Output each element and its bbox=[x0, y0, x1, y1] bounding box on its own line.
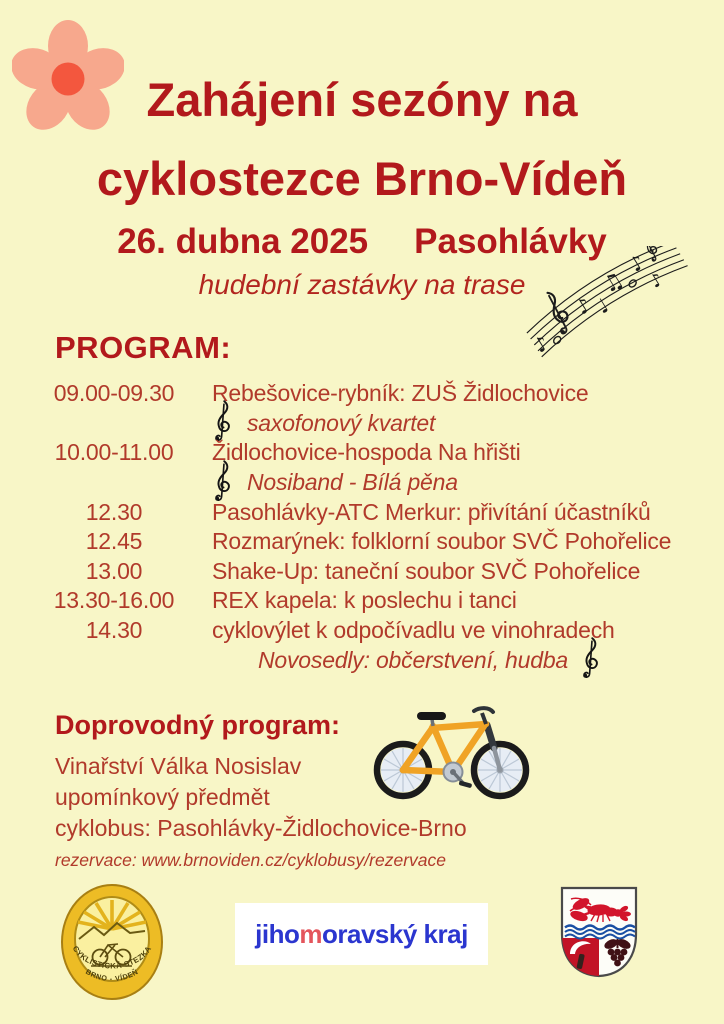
side-program-item: cyklobus: Pasohlávky-Židlochovice-Brno bbox=[55, 815, 467, 841]
schedule-row bbox=[46, 379, 696, 409]
svg-text:♫: ♫ bbox=[598, 267, 629, 299]
side-program-item: Vinařství Válka Nosislav bbox=[55, 753, 302, 779]
svg-text:♪: ♪ bbox=[571, 292, 596, 320]
schedule-time: 10.00-11.00 bbox=[54, 439, 174, 466]
schedule-event: cyklovýlet k odpočívadlu ve vinohradech bbox=[212, 617, 615, 644]
schedule-row bbox=[46, 497, 696, 527]
region-logo-text: jiho bbox=[255, 918, 300, 949]
schedule-event: Pasohlávky-ATC Merkur: přivítání účastníků bbox=[212, 498, 651, 525]
schedule-time: 12.45 bbox=[85, 528, 143, 555]
schedule-music-text: Nosiband - Bílá pěna bbox=[247, 469, 458, 496]
event-location: Pasohlávky bbox=[414, 222, 607, 261]
schedule-row bbox=[46, 557, 696, 587]
trail-logo bbox=[60, 883, 164, 1001]
schedule-music-text: saxofonový kvartet bbox=[247, 409, 436, 436]
subtitle: hudební zastávky na trase bbox=[198, 269, 526, 300]
schedule-event: Shake-Up: taneční soubor SVČ Pohořelice bbox=[212, 557, 641, 584]
schedule-time: 13.00 bbox=[85, 557, 143, 584]
schedule-row bbox=[46, 438, 696, 468]
region-logo-m: m bbox=[299, 918, 323, 949]
reservation-note: rezervace: www.brnoviden.cz/cyklobusy/rezervace bbox=[55, 850, 446, 870]
region-logo-text: oravský kraj bbox=[322, 918, 468, 949]
schedule-time: 14.30 bbox=[85, 617, 143, 644]
svg-text:♪: ♪ bbox=[529, 330, 554, 358]
title-line-1: Zahájení sezóny na bbox=[146, 73, 578, 126]
schedule-music-row bbox=[46, 409, 696, 439]
schedule-event: Židlochovice-hospoda Na hřišti bbox=[212, 439, 521, 466]
schedule-music-row bbox=[46, 468, 696, 498]
svg-text:♪: ♪ bbox=[625, 249, 649, 277]
schedule-event: REX kapela: k poslechu i tanci bbox=[212, 587, 517, 614]
side-program-heading: Doprovodný program: bbox=[55, 710, 341, 740]
schedule-event: Rebešovice-rybník: ZUŠ Židlochovice bbox=[212, 380, 589, 407]
treble-clef-icon bbox=[582, 636, 601, 684]
schedule-time: 12.30 bbox=[85, 498, 143, 525]
program-heading: PROGRAM: bbox=[55, 330, 232, 365]
title-line-2: cyklostezce Brno-Vídeň bbox=[96, 152, 628, 205]
trail-logo-text-top: CYKLISTICKÁ STEZKA bbox=[70, 944, 154, 971]
schedule-row bbox=[46, 527, 696, 557]
trail-logo-text-bottom: BRNO - VÍDEŇ bbox=[84, 967, 140, 984]
side-program-item: upomínkový předmět bbox=[55, 784, 270, 810]
bicycle-icon bbox=[370, 700, 535, 805]
schedule-finale-row bbox=[46, 645, 696, 675]
program-section bbox=[46, 330, 696, 675]
coat-of-arms-icon bbox=[558, 884, 640, 980]
schedule-row bbox=[46, 586, 696, 616]
region-logo bbox=[235, 903, 488, 965]
svg-text:♩: ♩ bbox=[592, 293, 614, 319]
schedule-event: Rozmarýnek: folklorní soubor SVČ Pohořelice bbox=[212, 528, 672, 555]
event-date: 26. dubna 2025 bbox=[117, 222, 369, 261]
schedule-time: 09.00-09.30 bbox=[53, 380, 175, 407]
schedule-time: 13.30-16.00 bbox=[53, 587, 175, 614]
schedule-music-text: Novosedly: občerstvení, hudba bbox=[258, 646, 569, 673]
svg-text:♪: ♪ bbox=[646, 268, 668, 293]
